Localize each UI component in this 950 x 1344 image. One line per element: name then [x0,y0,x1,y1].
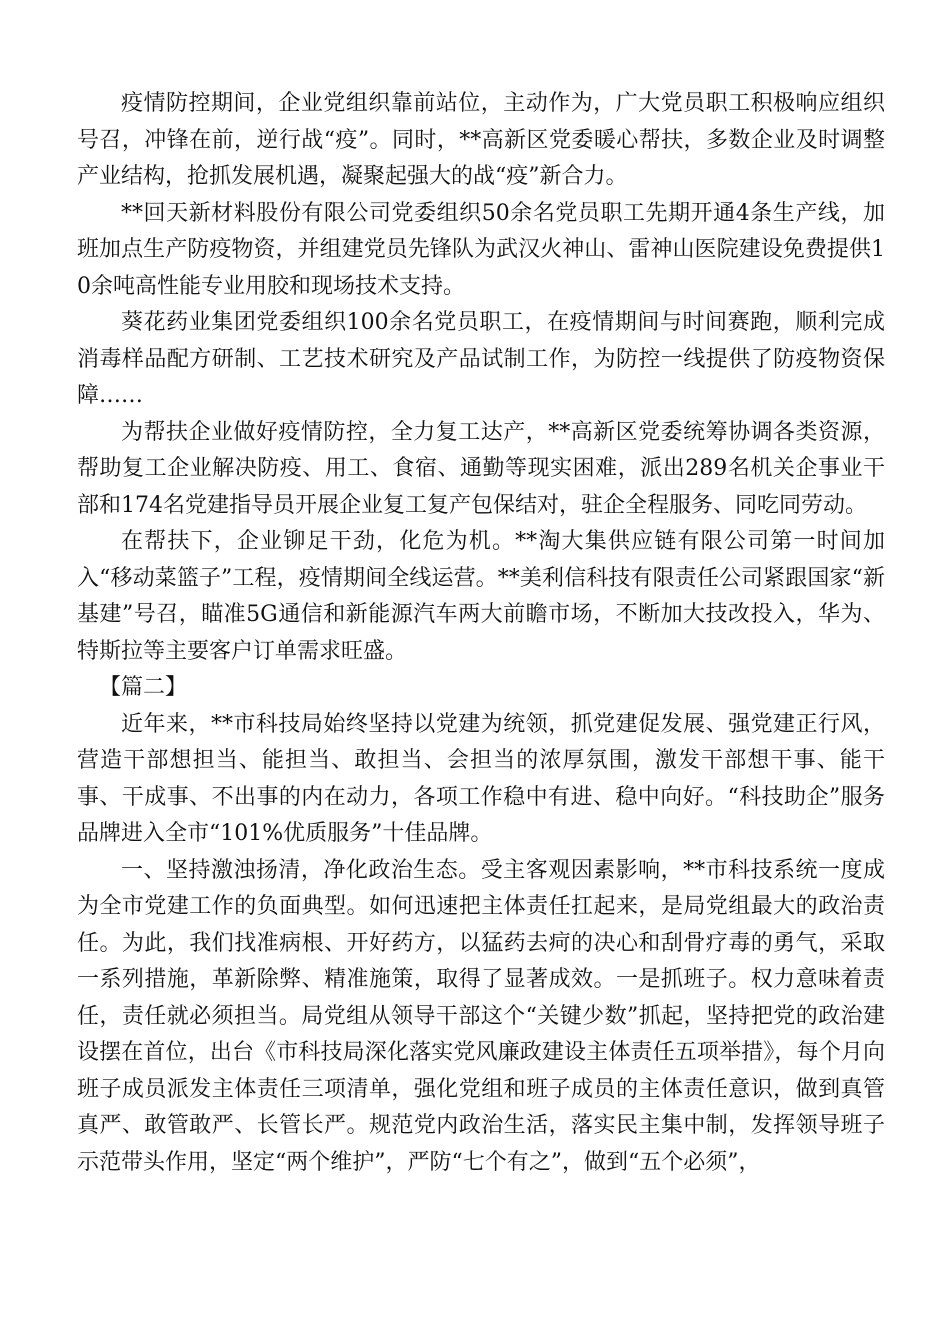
paragraph-political-ecology: 一、坚持激浊扬清，净化政治生态。受主客观因素影响，**市科技系统一度成为全市党建工作的负面典型。如何迅速把主体责任扛起来，是局党组最大的政治责任。为此，我们找准病根、开好药方，以猛药去疴的决心和刮骨疗毒的勇气，采取一系列措施，革新除弊、精准施策，取得了显著成效。一是抓班子。权力意味着责任，责任就必须担当。局党组从领导干部这个“关键少数”抓起，坚持把党的政治建设摆在首位，出台《市科技局深化落实党风廉政建设主体责任五项举措》，每个月向班子成员派发主体责任三项清单，强化党组和班子成员的主体责任意识，做到真管真严、敢管敢严、长管长严。规范党内政治生活，落实民主集中制，发挥领导班子示范带头作用，坚定“两个维护”，严防“七个有之”，做到“五个必须”， [77,857,885,1175]
document-body [77,86,885,1181]
paragraph-kuihua: 葵花药业集团党委组织100余名党员职工，在疫情期间与时间赛跑，顺利完成消毒样品配方研制、工艺技术研究及产品试制工作，为防控一线提供了防疫物资保障…… [77,310,885,408]
paragraph-support-resources: 为帮扶企业做好疫情防控，全力复工达产，**高新区党委统筹协调各类资源，帮助复工企业解决防疫、用工、食宿、通勤等现实困难，派出289名机关企事业干部和174名党建指导员开展企业复工复产包保结对，驻企全程服务、同吃同劳动。 [77,419,885,518]
section-heading: 【篇二】 [99,675,188,700]
paragraph-tech-bureau-intro: 近年来，**市科技局始终坚持以党建为统领，抓党建促发展、强党建正行风，营造干部想担当、能担当、敢担当、会担当的浓厚氛围，激发干部想干事、能干事、干成事、不出事的内在动力，各项工作稳中有进、稳中向好。“科技助企”服务品牌进入全市“101%优质服务”十佳品牌。 [77,711,885,846]
paragraph-epidemic-intro: 疫情防控期间，企业党组织靠前站位，主动作为，广大党员职工积极响应组织号召，冲锋在前，逆行战“疫”。同时，**高新区党委暖心帮扶，多数企业及时调整产业结构，抢抓发展机遇，凝聚起强大的战“疫”新合力。 [77,91,885,189]
paragraph-enterprise-recovery: 在帮扶下，企业铆足干劲，化危为机。**淘大集供应链有限公司第一时间加入“移动菜篮子”工程，疫情期间全线运营。**美利信科技有限责任公司紧跟国家“新基建”号召，瞄准5G通信和新能源汽车两大前瞻市场，不断加大技改投入，华为、特斯拉等主要客户订单需求旺盛。 [77,529,885,664]
paragraph-huitian: **回天新材料股份有限公司党委组织50余名党员职工先期开通4条生产线，加班加点生产防疫物资，并组建党员先锋队为武汉火神山、雷神山医院建设免费提供10余吨高性能专业用胶和现场技术支持。 [77,200,885,299]
